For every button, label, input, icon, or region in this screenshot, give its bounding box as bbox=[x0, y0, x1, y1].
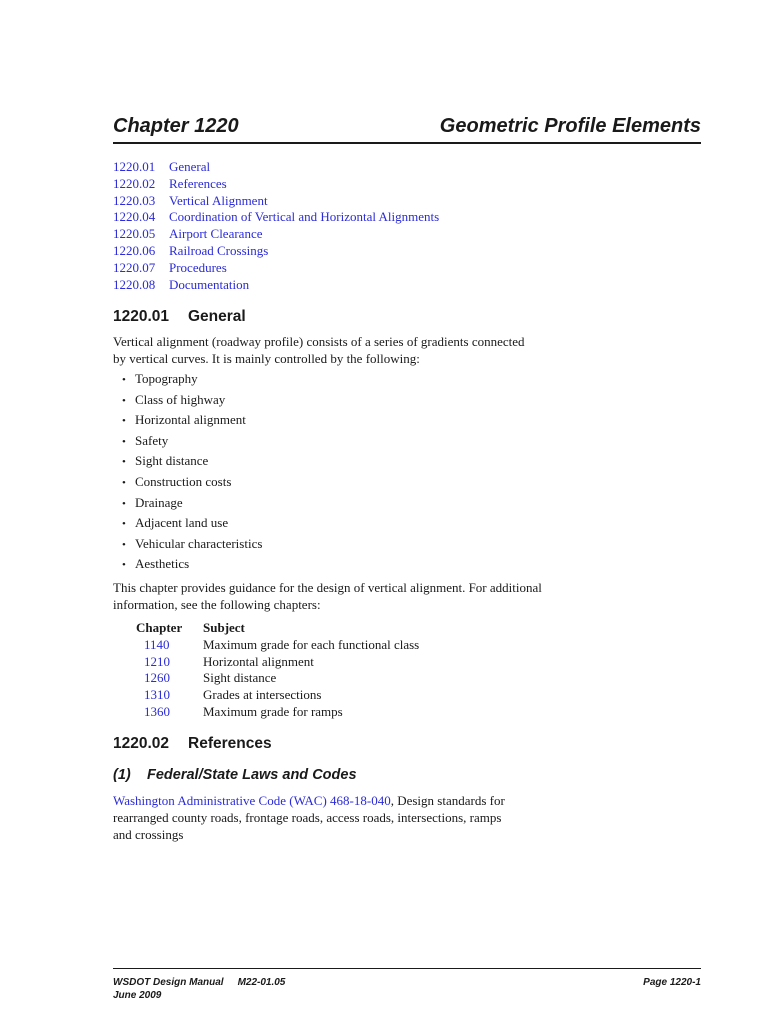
column-header-chapter: Chapter bbox=[136, 620, 183, 635]
chapter-link[interactable]: 1260 bbox=[144, 670, 170, 686]
list-item: • Safety bbox=[122, 432, 262, 453]
toc-item-documentation[interactable] bbox=[113, 277, 439, 294]
control-factors-list bbox=[122, 370, 262, 576]
manual-code: M22-01.05 bbox=[237, 977, 286, 988]
bullet-icon: • bbox=[122, 435, 126, 448]
subject-cell: Maximum grade for ramps bbox=[203, 703, 343, 719]
wac-reference-paragraph: Washington Administrative Code (WAC) 468-18-040, Design standards for rearranged county roads, frontage roads, access roads, intersections, ramps and crossings bbox=[113, 793, 505, 842]
subject-cell: Horizontal alignment bbox=[203, 653, 314, 669]
toc-link[interactable]: 1220.08 Documentation bbox=[113, 276, 250, 292]
list-item: • Sight distance bbox=[122, 452, 262, 473]
toc-link[interactable]: 1220.01 General bbox=[113, 159, 211, 174]
subject-cell: Sight distance bbox=[203, 670, 277, 686]
chapter-cell bbox=[136, 687, 203, 704]
subject-cell: Grades at intersections bbox=[203, 687, 322, 703]
wac-link[interactable]: Washington Administrative Code (WAC) 468-18-040 bbox=[113, 793, 391, 808]
section-heading-references: 1220.02 References bbox=[113, 735, 272, 752]
bullet-icon: • bbox=[122, 374, 126, 386]
toc-link[interactable]: 1220.05 Airport Clearance bbox=[113, 226, 263, 242]
toc-link[interactable]: 1220.03 Vertical Alignment bbox=[113, 192, 268, 208]
chapter-header bbox=[113, 112, 701, 144]
toc-item-references[interactable] bbox=[113, 176, 439, 193]
toc-link[interactable]: 1220.04 Coordination of Vertical and Horizontal Alignments bbox=[113, 209, 440, 225]
list-item: • Construction costs bbox=[122, 473, 262, 494]
table-header-row bbox=[136, 620, 419, 637]
table-row bbox=[136, 670, 419, 687]
guidance-paragraph: This chapter provides guidance for the design of vertical alignment. For additional information, see the following chapters: bbox=[113, 580, 542, 612]
chapter-cell bbox=[136, 670, 203, 687]
table-of-contents bbox=[113, 159, 439, 293]
bullet-icon: • bbox=[122, 476, 126, 489]
toc-item-procedures[interactable] bbox=[113, 260, 439, 277]
toc-item-vertical-alignment[interactable] bbox=[113, 193, 439, 210]
table-row bbox=[136, 687, 419, 704]
column-header-subject: Subject bbox=[203, 620, 245, 635]
list-item: • Topography bbox=[122, 370, 262, 391]
intro-paragraph: Vertical alignment (roadway profile) consists of a series of gradients connected by vertical curves. It is mainly controlled by the following: bbox=[113, 334, 525, 366]
bullet-icon: • bbox=[122, 518, 126, 531]
related-chapters-table bbox=[136, 620, 419, 721]
chapter-link[interactable]: 1210 bbox=[144, 653, 170, 669]
list-item: • Drainage bbox=[122, 494, 262, 515]
list-item: • Horizontal alignment bbox=[122, 411, 262, 432]
chapter-cell bbox=[136, 654, 203, 671]
chapter-number: Chapter 1220 bbox=[113, 115, 239, 137]
chapter-link[interactable]: 1140 bbox=[144, 636, 170, 652]
chapter-title: Geometric Profile Elements bbox=[439, 115, 701, 137]
toc-link[interactable]: 1220.06 Railroad Crossings bbox=[113, 242, 269, 258]
toc-item-coordination[interactable] bbox=[113, 209, 439, 226]
table-row bbox=[136, 637, 419, 654]
bullet-icon: • bbox=[122, 456, 126, 469]
subsection-heading-laws: (1) Federal/State Laws and Codes bbox=[113, 767, 357, 783]
subject-cell: Maximum grade for each functional class bbox=[203, 636, 420, 652]
chapter-cell bbox=[136, 637, 203, 654]
toc-item-railroad-crossings[interactable] bbox=[113, 243, 439, 260]
bullet-icon: • bbox=[122, 415, 126, 428]
publication-date: June 2009 bbox=[113, 990, 162, 1001]
list-item: • Class of highway bbox=[122, 391, 262, 412]
toc-link[interactable]: 1220.07 Procedures bbox=[113, 259, 227, 275]
list-item: • Vehicular characteristics bbox=[122, 535, 262, 556]
chapter-cell bbox=[136, 704, 203, 721]
table-row bbox=[136, 704, 419, 721]
toc-item-airport-clearance[interactable] bbox=[113, 226, 439, 243]
list-item: • Aesthetics bbox=[122, 555, 262, 576]
bullet-icon: • bbox=[122, 538, 126, 551]
footer-left bbox=[113, 976, 285, 1002]
manual-name: WSDOT Design Manual bbox=[113, 977, 224, 988]
bullet-icon: • bbox=[122, 559, 126, 572]
section-heading-general: 1220.01 General bbox=[113, 308, 246, 325]
chapter-link[interactable]: 1360 bbox=[144, 703, 170, 719]
toc-link[interactable]: 1220.02 References bbox=[113, 175, 227, 191]
bullet-icon: • bbox=[122, 497, 126, 510]
chapter-link[interactable]: 1310 bbox=[144, 687, 170, 703]
bullet-icon: • bbox=[122, 394, 126, 407]
page-footer bbox=[113, 968, 701, 1005]
table-row bbox=[136, 654, 419, 671]
list-item: • Adjacent land use bbox=[122, 514, 262, 535]
toc-item-general[interactable] bbox=[113, 159, 439, 176]
page-number: Page 1220-1 bbox=[643, 977, 701, 988]
